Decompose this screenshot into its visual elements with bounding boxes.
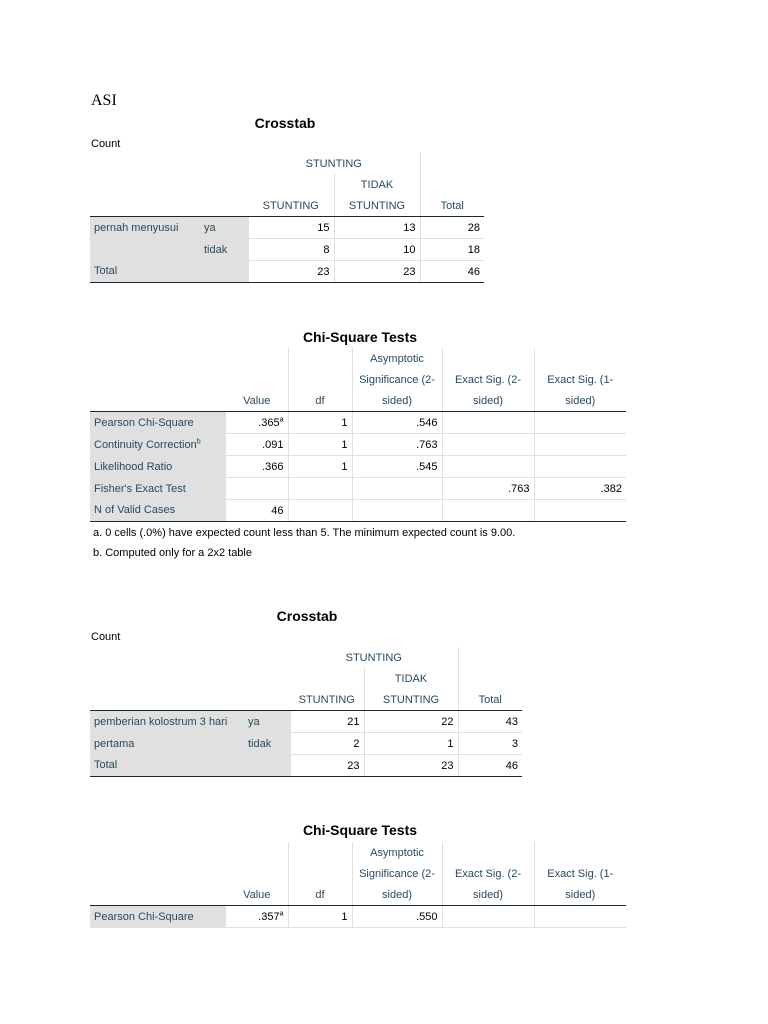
crosstab-2-table xyxy=(90,647,522,777)
chisq-1-hdr-exact2-2: sided) xyxy=(442,390,534,412)
table-cell: .382 xyxy=(534,478,626,500)
chisq-1-row-label: Fisher's Exact Test xyxy=(90,478,226,500)
table-cell: 1 xyxy=(288,434,352,456)
table-cell xyxy=(226,906,288,928)
crosstab-2-total-label: Total xyxy=(90,755,244,777)
table-cell: .763 xyxy=(352,434,442,456)
table-cell xyxy=(442,500,534,522)
table-cell: 46 xyxy=(420,261,484,283)
crosstab-1-row-var: pernah menyusui xyxy=(90,217,200,239)
chisq-1-row-label: N of Valid Cases xyxy=(90,500,226,522)
chisq-2-hdr-exact2-1: Exact Sig. (2- xyxy=(442,863,534,884)
table-cell xyxy=(534,500,626,522)
table-cell xyxy=(534,906,626,928)
section-heading: ASI xyxy=(91,92,117,109)
table-cell: 23 xyxy=(364,755,458,777)
table-cell: .091 xyxy=(226,434,288,456)
table-cell: 23 xyxy=(290,755,364,777)
chisq-2-hdr-asymp-1: Asymptotic xyxy=(352,842,442,863)
footnote-marker: a xyxy=(279,415,284,423)
chisq-1-hdr-asymp-1: Asymptotic xyxy=(352,348,442,369)
crosstab-1-count-label: Count xyxy=(91,138,121,150)
crosstab-2-col-tidak-top: TIDAK xyxy=(364,668,458,689)
table-cell-value: .357 xyxy=(258,910,280,923)
table-cell: 1 xyxy=(288,906,352,928)
crosstab-2-row-label: ya xyxy=(244,711,290,733)
chisq-2-hdr-asymp-2: Significance (2- xyxy=(352,863,442,884)
chisq-1-row-label: Pearson Chi-Square xyxy=(90,412,226,434)
table-cell xyxy=(442,434,534,456)
table-cell: 13 xyxy=(334,217,420,239)
chisq-2-title: Chi-Square Tests xyxy=(302,822,418,838)
chisq-1-row-label-text: Continuity Correction xyxy=(94,438,197,451)
chisq-1-hdr-value: Value xyxy=(226,390,288,412)
table-cell xyxy=(352,478,442,500)
chisq-1-hdr-df: df xyxy=(288,390,352,412)
crosstab-1-col-tidak-top: TIDAK xyxy=(334,174,420,195)
footnote-marker: a xyxy=(279,909,284,917)
crosstab-1-total-label: Total xyxy=(90,261,200,283)
chisq-2-hdr-df: df xyxy=(288,884,352,906)
footnote-marker: b xyxy=(196,437,201,445)
crosstab-2-title: Crosstab xyxy=(276,608,338,624)
crosstab-1-col-group: STUNTING xyxy=(248,153,420,174)
chisq-1-hdr-asymp-3: sided) xyxy=(352,390,442,412)
table-cell xyxy=(534,456,626,478)
table-cell xyxy=(288,500,352,522)
chisq-1-hdr-exact1-1: Exact Sig. (1- xyxy=(547,373,614,386)
table-cell xyxy=(288,478,352,500)
table-cell: 1 xyxy=(288,412,352,434)
table-cell xyxy=(442,456,534,478)
table-cell: 46 xyxy=(458,755,522,777)
table-cell xyxy=(226,412,288,434)
table-cell: 1 xyxy=(288,456,352,478)
crosstab-2-count-label: Count xyxy=(91,631,121,643)
chisq-2-hdr-exact1-2: sided) xyxy=(534,884,626,906)
chisq-2-table xyxy=(90,842,626,928)
table-cell: 1 xyxy=(364,733,458,755)
chisq-1-row-label xyxy=(90,434,226,456)
table-cell xyxy=(442,412,534,434)
table-cell-value: .365 xyxy=(258,416,280,429)
crosstab-1-row-label: ya xyxy=(200,217,248,239)
chisq-1-table xyxy=(90,348,626,522)
crosstab-2-col-tidak-bottom: STUNTING xyxy=(364,689,458,711)
table-cell: 8 xyxy=(248,239,334,261)
table-cell: .763 xyxy=(442,478,534,500)
table-cell xyxy=(442,906,534,928)
crosstab-2-row-var: pemberian kolostrum 3 hari xyxy=(90,711,244,733)
chisq-2-hdr-value: Value xyxy=(226,884,288,906)
crosstab-2-row-label: tidak xyxy=(244,733,290,755)
crosstab-1-col-tidak-bottom: STUNTING xyxy=(334,195,420,217)
table-cell xyxy=(226,478,288,500)
table-cell: 3 xyxy=(458,733,522,755)
chisq-1-hdr-exact1-2: sided) xyxy=(534,390,626,412)
crosstab-1-col-total: Total xyxy=(420,195,484,217)
crosstab-1-col-stunting: STUNTING xyxy=(248,195,334,217)
crosstab-1-table xyxy=(90,153,484,283)
table-cell: .550 xyxy=(352,906,442,928)
chisq-1-hdr-asymp-2: Significance (2- xyxy=(352,369,442,390)
crosstab-2-col-total: Total xyxy=(458,689,522,711)
table-cell: 15 xyxy=(248,217,334,239)
table-cell: .366 xyxy=(226,456,288,478)
table-cell: 18 xyxy=(420,239,484,261)
chisq-2-hdr-exact1-1: Exact Sig. (1- xyxy=(547,867,614,880)
chisq-2-hdr-exact2-2: sided) xyxy=(442,884,534,906)
table-cell: 43 xyxy=(458,711,522,733)
table-cell: 21 xyxy=(290,711,364,733)
table-cell: 46 xyxy=(226,500,288,522)
crosstab-1-title: Crosstab xyxy=(254,115,316,131)
table-cell xyxy=(534,412,626,434)
crosstab-2-col-stunting: STUNTING xyxy=(290,689,364,711)
crosstab-2-row-var-cont: pertama xyxy=(90,733,244,755)
table-cell xyxy=(534,434,626,456)
chisq-2-hdr-asymp-3: sided) xyxy=(352,884,442,906)
chisq-1-hdr-exact2-1: Exact Sig. (2- xyxy=(442,369,534,390)
table-cell: .546 xyxy=(352,412,442,434)
table-cell xyxy=(352,500,442,522)
crosstab-1-row-label: tidak xyxy=(200,239,248,261)
table-cell: 22 xyxy=(364,711,458,733)
chisq-1-row-label: Likelihood Ratio xyxy=(90,456,226,478)
crosstab-2-col-group: STUNTING xyxy=(290,647,458,668)
table-cell: 28 xyxy=(420,217,484,239)
table-cell: .545 xyxy=(352,456,442,478)
table-cell: 23 xyxy=(248,261,334,283)
table-cell: 10 xyxy=(334,239,420,261)
table-cell: 23 xyxy=(334,261,420,283)
chisq-1-footnote-a: a. 0 cells (.0%) have expected count less than 5. The minimum expected count is 9.00. xyxy=(93,527,516,539)
chisq-2-row-label: Pearson Chi-Square xyxy=(90,906,226,928)
chisq-1-title: Chi-Square Tests xyxy=(302,329,418,345)
chisq-1-footnote-b: b. Computed only for a 2x2 table xyxy=(93,547,252,559)
table-cell: 2 xyxy=(290,733,364,755)
